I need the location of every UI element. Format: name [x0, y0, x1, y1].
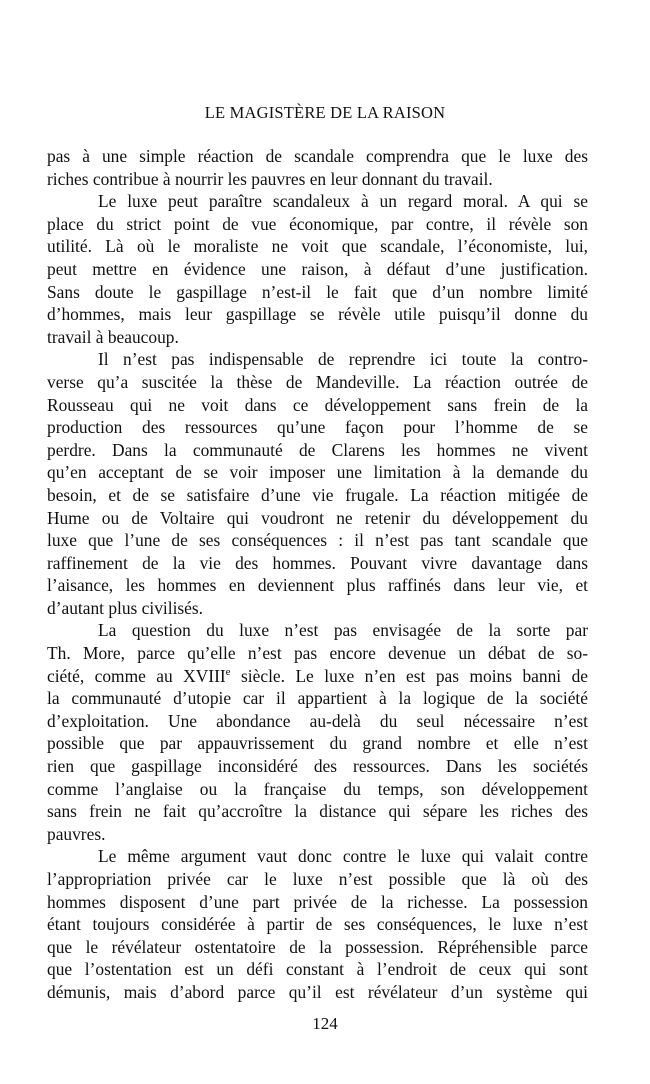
- text-line: d’exploitation. Une abondance au-delà du seul nécessaire n’est: [47, 710, 588, 731]
- text-line: la communauté d’utopie car il appartient à la logique de la société: [47, 688, 588, 709]
- text-line: pauvres.: [47, 823, 106, 844]
- text-line: raffinement de la vie des hommes. Pouvant vivre davantage dans: [47, 552, 588, 573]
- text-line: production des ressources qu’une façon pour l’homme de se: [47, 417, 588, 438]
- text-line: comme l’anglaise ou la française du temps, son développement: [47, 778, 588, 799]
- text-line: luxe que l’une de ses conséquences : il n’est pas tant scandale que: [47, 530, 588, 551]
- page-number: 124: [312, 1014, 338, 1033]
- text-line: La question du luxe n’est pas envisagée de la sorte par: [98, 620, 588, 641]
- text-line: d’autant plus civilisés.: [47, 597, 204, 618]
- text-line: travail à beaucoup.: [47, 326, 179, 347]
- text-line: rien que gaspillage inconsidéré des ressources. Dans les sociétés: [47, 756, 588, 777]
- text-line: utilité. Là où le moraliste ne voit que scandale, l’économiste, lui,: [47, 236, 588, 257]
- text-line: riches contribue à nourrir les pauvres en leur donnant du travail.: [47, 168, 493, 189]
- text-line: que le révélateur ostentatoire de la possession. Répréhensible parce: [47, 936, 588, 957]
- body-text: [47, 145, 588, 1004]
- text-line: Sans doute le gaspillage n’est-il le fait que d’un nombre limité: [47, 281, 588, 302]
- text-line: verse qu’a suscitée la thèse de Mandeville. La réaction outrée de: [47, 371, 588, 392]
- text-line: que l’ostentation est un défi constant à l’endroit de ceux qui sont: [47, 959, 588, 980]
- text-line: hommes disposent d’une part privée de la richesse. La possession: [47, 891, 588, 912]
- text-line: peut mettre en évidence une raison, à défaut d’une justification.: [47, 258, 588, 279]
- text-line: Th. More, parce qu’elle n’est pas encore devenue un débat de so-: [47, 643, 588, 664]
- text-line: possible que par appauvrissement du grand nombre et elle n’est: [47, 733, 588, 754]
- text-line: l’aisance, les hommes en deviennent plus raffinés dans leur vie, et: [47, 575, 588, 596]
- text-line: qu’en acceptant de se voir imposer une limitation à la demande du: [47, 462, 588, 483]
- text-line: Le même argument vaut donc contre le luxe qui valait contre: [98, 846, 588, 867]
- text-line: l’appropriation privée car le luxe n’est possible que là où des: [47, 869, 588, 889]
- text-line: Rousseau qui ne voit dans ce développement sans frein de la: [47, 394, 588, 415]
- text-line: ciété, comme au XVIIIe siècle. Le luxe n’en est pas moins banni de: [47, 665, 588, 686]
- text-line: place du strict point de vue économique, par contre, il révèle son: [47, 213, 588, 234]
- text-line: besoin, et de se satisfaire d’une vie frugale. La réaction mitigée de: [47, 484, 588, 505]
- text-line: Hume ou de Voltaire qui voudront ne retenir du développement du: [47, 507, 588, 528]
- text-line: démunis, mais d’abord parce qu’il est révélateur d’un système qui: [47, 981, 588, 1002]
- text-line: d’hommes, mais leur gaspillage se révèle utile puisqu’il donne du: [47, 304, 588, 325]
- text-line: étant toujours considérée à partir de ses conséquences, le luxe n’est: [47, 914, 588, 935]
- text-line: sans frein ne fait qu’accroître la distance qui sépare les riches des: [47, 801, 588, 822]
- text-line: perdre. Dans la communauté de Clarens les hommes ne vivent: [47, 439, 588, 460]
- text-line: Le luxe peut paraître scandaleux à un regard moral. A qui se: [98, 191, 588, 212]
- running-head: LE MAGISTÈRE DE LA RAISON: [204, 103, 446, 122]
- text-line: Il n’est pas indispensable de reprendre ici toute la contro-: [98, 349, 588, 370]
- text-line: pas à une simple réaction de scandale comprendra que le luxe des: [47, 146, 588, 166]
